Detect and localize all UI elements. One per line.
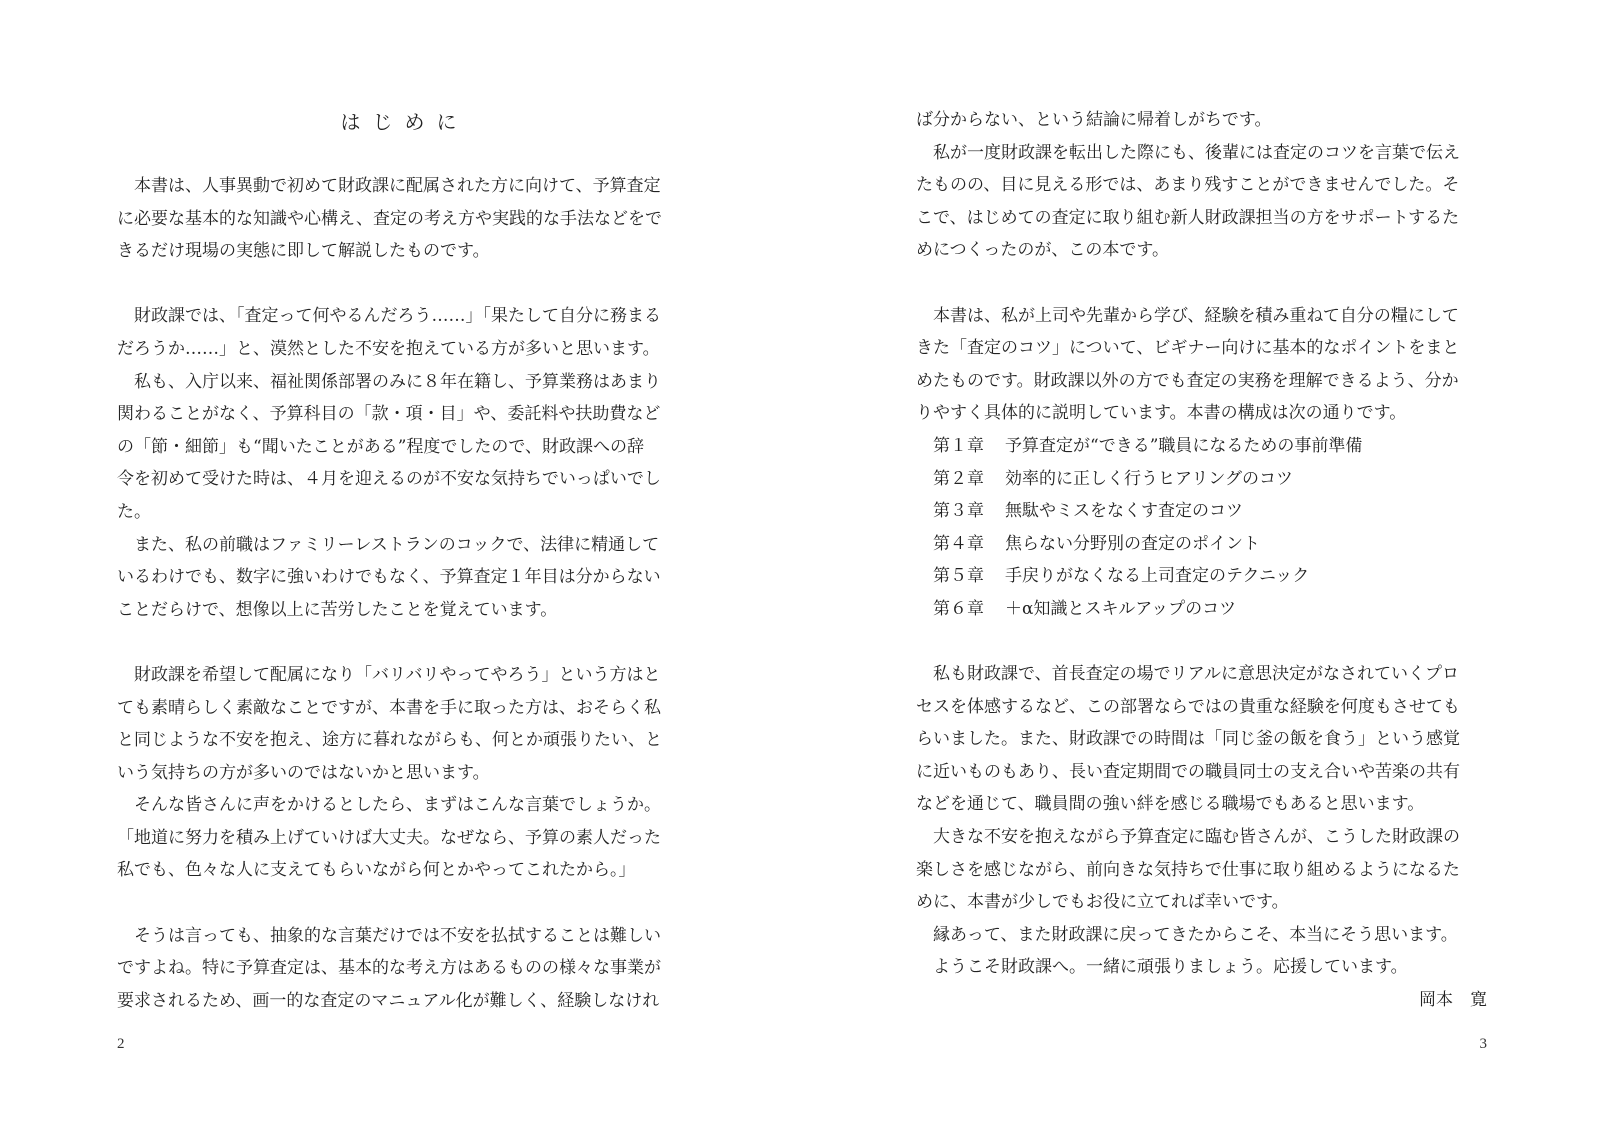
page-number-left: 2 xyxy=(117,1036,125,1052)
text-line: そうは言っても、抽象的な言葉だけでは不安を払拭することは難しい xyxy=(134,925,661,946)
chapter-number: 第１章 xyxy=(933,435,984,456)
text-line: ことだらけで、想像以上に苦労したことを覚えています。 xyxy=(117,599,558,620)
chapter-title: 効率的に正しく行うヒアリングのコツ xyxy=(1005,468,1293,489)
text-line: めに、本書が少しでもお役に立てれば幸いです。 xyxy=(916,892,1289,913)
right-intro-paragraphs xyxy=(916,104,1491,430)
chapter-number: 第２章 xyxy=(933,468,984,489)
text-line: 私も財政課で、首長査定の場でリアルに意思決定がなされていくプロ xyxy=(933,664,1459,685)
text-line: 本書は、私が上司や先輩から学び、経験を積み重ねて自分の糧にして xyxy=(933,305,1459,326)
paragraph-gap xyxy=(117,626,692,659)
text-line: セスを体感するなど、この部署ならではの貴重な経験を何度もさせても xyxy=(916,696,1460,717)
chapter-number: 第４章 xyxy=(933,533,984,554)
text-line: らいました。また、財政課での時間は「同じ釜の飯を食う」という感覚 xyxy=(916,729,1460,750)
text-line: と同じような不安を抱え、途方に暮れながらも、何とか頑張りたい、と xyxy=(117,730,663,751)
chapter-number: 第６章 xyxy=(933,598,984,619)
text-line: 財政課では、「査定って何やるんだろう……」「果たして自分に務まる xyxy=(134,306,661,327)
text-line: りやすく具体的に説明しています。本書の構成は次の通りです。 xyxy=(916,403,1407,424)
right-body-text xyxy=(916,104,1491,1017)
text-line: きた「査定のコツ」について、ビギナー向けに基本的なポイントをまと xyxy=(916,338,1460,359)
text-line: こで、はじめての査定に取り組む新人財政課担当の方をサポートするた xyxy=(916,207,1460,228)
chapter-title: 焦らない分野別の査定のポイント xyxy=(1005,533,1260,554)
chapter-number: 第３章 xyxy=(933,501,984,522)
paragraph-gap xyxy=(916,267,1491,300)
page-title: はじめに xyxy=(340,110,469,134)
text-line: めにつくったのが、この本です。 xyxy=(916,240,1169,261)
chapter-item xyxy=(916,463,1491,496)
paragraph-gap xyxy=(117,887,692,920)
text-line: 縁あって、また財政課に戻ってきたからこそ、本当にそう思います。 xyxy=(933,924,1458,945)
chapter-item xyxy=(916,528,1491,561)
text-line: ば分からない、という結論に帰着しがちです。 xyxy=(916,110,1272,130)
chapter-number: 第５章 xyxy=(933,566,984,587)
text-line: 本書は、人事異動で初めて財政課に配属された方に向けて、予算査定 xyxy=(134,176,661,196)
text-line: 関わることがなく、予算科目の「款・項・目」や、委託料や扶助費など xyxy=(117,404,661,425)
text-line: などを通じて、職員間の強い絆を感じる職場でもあると思います。 xyxy=(916,794,1425,815)
chapter-item xyxy=(916,430,1491,463)
chapter-item xyxy=(916,593,1491,626)
right-page xyxy=(916,0,1491,1130)
right-closing-paragraphs xyxy=(916,626,1491,985)
left-page xyxy=(117,0,692,1130)
chapter-title: ＋α知識とスキルアップのコツ xyxy=(1005,598,1237,619)
text-line: ても素晴らしく素敵なことですが、本書を手に取った方は、おそらく私 xyxy=(117,697,661,718)
text-line: 私も、入庁以来、福祉関係部署のみに８年在籍し、予算業務はあまり xyxy=(134,371,661,392)
text-line: 楽しさを感じながら、前向きな気持ちで仕事に取り組めるようになるた xyxy=(916,859,1460,880)
text-line: 大きな不安を抱えながら予算査定に臨む皆さんが、こうした財政課の xyxy=(933,827,1460,848)
text-line: 財政課を希望して配属になり「バリバリやってやろう」という方はと xyxy=(134,664,661,685)
text-line: また、私の前職はファミリーレストランのコックで、法律に精通して xyxy=(134,534,660,555)
text-line: ようこそ財政課へ。一緒に頑張りましょう。応援しています。 xyxy=(933,957,1408,978)
chapter-item xyxy=(916,560,1491,593)
text-line: に必要な基本的な知識や心構え、査定の考え方や実践的な手法などをで xyxy=(117,208,663,229)
page-number-right: 3 xyxy=(1479,1036,1487,1052)
text-line: いるわけでも、数字に強いわけでもなく、予算査定１年目は分からない xyxy=(117,567,661,588)
author-signature: 岡本 寛 xyxy=(1419,990,1487,1011)
text-line: の「節・細節」も“聞いたことがある”程度でしたので、財政課への辞 xyxy=(117,436,645,457)
chapter-title: 予算査定が“できる”職員になるための事前準備 xyxy=(1005,435,1363,456)
chapter-title: 無駄やミスをなくす査定のコツ xyxy=(1005,501,1243,522)
text-line: 令を初めて受けた時は、４月を迎えるのが不安な気持ちでいっぱいでし xyxy=(117,469,661,490)
text-line: そんな皆さんに声をかけるとしたら、まずはこんな言葉でしょうか。 xyxy=(134,795,661,816)
text-line: たものの、目に見える形では、あまり残すことができませんでした。そ xyxy=(916,175,1460,196)
text-line: きるだけ現場の実態に即して解説したものです。 xyxy=(117,241,490,262)
paragraph-gap xyxy=(117,268,692,301)
chapter-title: 手戻りがなくなる上司査定のテクニック xyxy=(1005,566,1310,587)
left-body-text xyxy=(117,170,692,1017)
text-line: だろうか……」と、漠然とした不安を抱えている方が多いと思います。 xyxy=(117,338,660,359)
text-line: いう気持ちの方が多いのではないかと思います。 xyxy=(117,762,490,783)
text-line: ですよね。特に予算査定は、基本的な考え方はあるものの様々な事業が xyxy=(117,958,661,979)
text-line: 私が一度財政課を転出した際にも、後輩には査定のコツを言葉で伝え xyxy=(933,142,1460,163)
text-line: 私でも、色々な人に支えてもらいながら何とかやってこれたから。」 xyxy=(117,860,636,881)
paragraph-gap xyxy=(916,626,1491,659)
text-line: た。 xyxy=(117,501,151,522)
chapter-item xyxy=(916,495,1491,528)
text-line: に近いものもあり、長い査定期間での職員同士の支え合いや苦楽の共有 xyxy=(916,761,1460,782)
text-line: 要求されるため、画一的な査定のマニュアル化が難しく、経験しなけれ xyxy=(117,990,660,1011)
text-line: 「地道に努力を積み上げていけば大丈夫。なぜなら、予算の素人だった xyxy=(117,827,661,848)
text-line: めたものです。財政課以外の方でも査定の実務を理解できるよう、分か xyxy=(916,370,1459,391)
chapter-list xyxy=(916,430,1491,626)
